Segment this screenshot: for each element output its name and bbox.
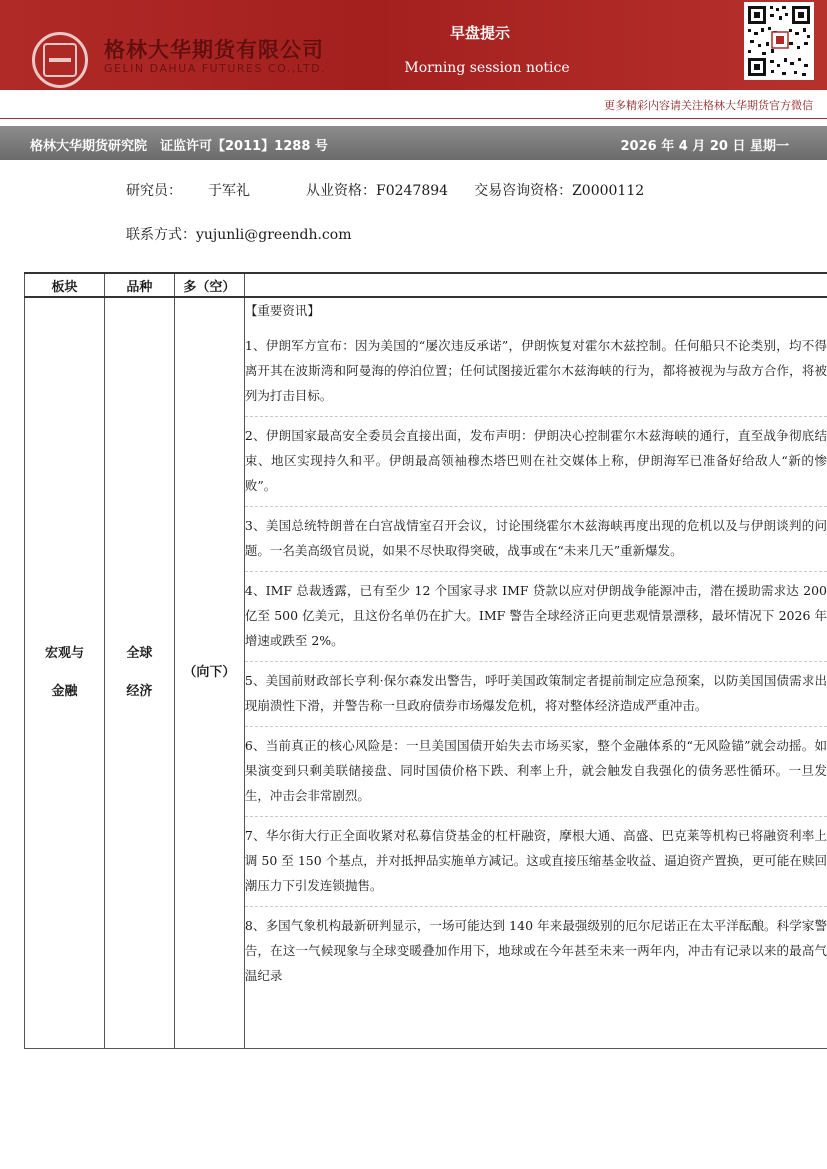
direction-cell: （向下） <box>174 297 244 1049</box>
company-logo-icon <box>32 32 88 88</box>
consult-label: 交易咨询资格： <box>474 183 573 199</box>
section-title: 【重要资讯】 <box>244 303 320 318</box>
variety-line-2: 经济 <box>126 684 153 699</box>
news-item: 1、伊朗军方宣布：因为美国的“屡次违反承诺”，伊朗恢复对霍尔木兹控制。任何船只不论类别，均不得离开其在波斯湾和阿曼海的停泊位置；任何试图接近霍尔木兹海峡的行为，都将被视为与敌方合作，将被列为打击目标。 <box>245 327 827 417</box>
sector-line-2: 金融 <box>51 684 78 699</box>
news-item: 5、美国前财政部长亨利·保尔森发出警告，呼吁美国政策制定者提前制定应急预案，以防美国国债需求出现崩溃性下滑，并警告称一旦政府债券市场爆发危机，将对整体经济造成严重冲击。 <box>245 662 827 727</box>
header-sector: 板块 <box>25 273 105 297</box>
news-item: 8、多国气象机构最新研判显示，一场可能达到 140 年来最强级别的厄尔尼诺正在太平洋酝酿。科学家警告，在这一气候现象与全球变暖叠加作用下，地球或在今年甚至未来一两年内，冲击有记录以来的最高气温纪录 <box>244 918 827 983</box>
doc-title-en: Morning session notice <box>404 60 570 76</box>
header-content <box>244 273 827 297</box>
variety-line-1: 全球 <box>126 646 153 661</box>
qualification-label: 从业资格： <box>306 183 376 199</box>
institute-license: 格林大华期货研究院 证监许可【2011】1288 号 <box>30 139 328 154</box>
header-variety: 品种 <box>104 273 174 297</box>
report-date: 2026 年 4 月 20 日 星期一 <box>620 139 789 154</box>
news-item: 3、美国总统特朗普在白宫战情室召开会议，讨论围绕霍尔木兹海峡再度出现的危机以及与伊朗谈判的问题。一名美高级官员说，如果不尽快取得突破，战事或在“未来几天”重新爆发。 <box>245 507 827 572</box>
consult-number: Z0000112 <box>572 183 645 199</box>
researcher-line <box>126 180 644 200</box>
table-row <box>25 297 827 1049</box>
table-header-row <box>25 273 827 297</box>
news-item: 6、当前真正的核心风险是：一旦美国国债开始失去市场买家，整个金融体系的“无风险锚”就会动摇。如果演变到只剩美联储接盘、同时国债价格下跌、利率上升，就会触发自我强化的债务恶性循环。一旦发生，冲击会非常剧烈。 <box>245 727 827 817</box>
news-item: 4、IMF 总裁透露，已有至少 12 个国家寻求 IMF 贷款以应对伊朗战争能源冲击，潜在援助需求达 200 亿至 500 亿美元，且这份名单仍在扩大。IMF 警告全球经济正向更悲观情景漂移，最坏情况下 2026 年增速或跌至 2%。 <box>245 572 827 662</box>
news-item: 2、伊朗国家最高安全委员会直接出面，发布声明：伊朗决心控制霍尔木兹海峡的通行，直至战争彻底结束、地区实现持久和平。伊朗最高领袖穆杰塔巴则在社交媒体上称，伊朗海军已准备好给敌人“新的惨败”。 <box>245 417 827 507</box>
wechat-qr-code-icon <box>744 2 814 80</box>
researcher-label: 研究员： <box>126 183 182 199</box>
news-cell <box>244 297 827 1049</box>
sector-line-1: 宏观与 <box>44 646 84 661</box>
contact-email[interactable]: yujunli@greendh.com <box>196 227 352 243</box>
contact-label: 联系方式： <box>126 227 196 243</box>
sector-cell <box>25 297 105 1049</box>
qualification-number: F0247894 <box>376 183 449 199</box>
company-name-cn: 格林大华期货有限公司 <box>104 38 324 62</box>
header-direction: 多（空） <box>174 273 244 297</box>
doc-title-cn: 早盘提示 <box>449 24 510 42</box>
contact-line <box>126 224 351 244</box>
report-table <box>24 272 827 1049</box>
variety-cell <box>104 297 174 1049</box>
researcher-name: 于军礼 <box>208 183 250 199</box>
company-name-en: GELIN DAHUA FUTURES CO.,LTD. <box>104 62 327 75</box>
wechat-follow-note: 更多精彩内容请关注格林大华期货官方微信 <box>604 99 813 112</box>
header-divider <box>0 118 827 119</box>
info-bar <box>0 126 827 160</box>
news-item: 7、华尔街大行正全面收紧对私募信贷基金的杠杆融资，摩根大通、高盛、巴克莱等机构已将融资利率上调 50 至 150 个基点，并对抵押品实施单方减记。这或直接压缩基金收益、逼迫资产置换，更可能在赎回潮压力下引发连锁抛售。 <box>245 817 827 907</box>
page-header <box>0 0 827 90</box>
